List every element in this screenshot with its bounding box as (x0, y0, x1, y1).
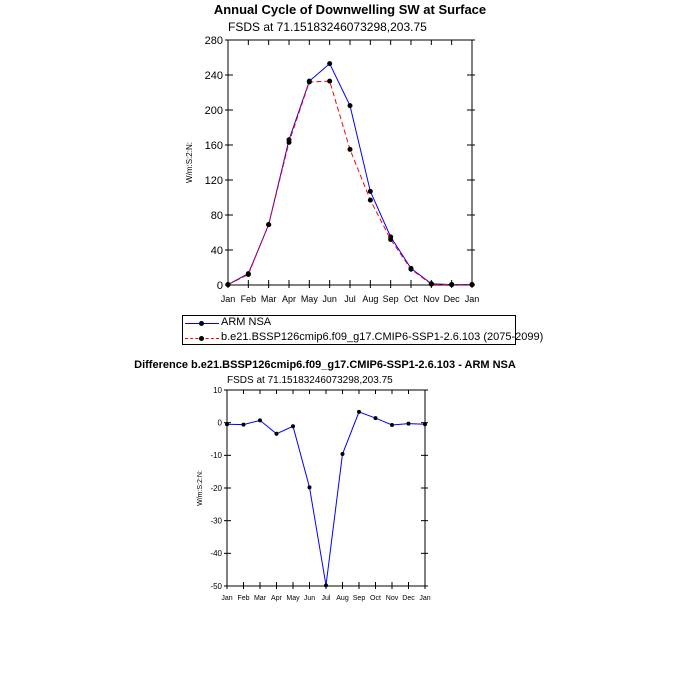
y-axis-label: W/m:S:2:N: (185, 142, 194, 183)
x-tick-label: Aug (362, 294, 379, 304)
legend-marker (199, 336, 204, 341)
x-tick-label: Oct (370, 595, 381, 602)
y-tick-label: 40 (210, 244, 223, 257)
series-0-point (327, 61, 332, 66)
y-tick-label: -40 (210, 549, 222, 559)
series-1-point (429, 282, 434, 287)
x-tick-label: Nov (385, 595, 399, 602)
x-tick-label: May (286, 595, 300, 602)
x-tick-label: Mar (253, 595, 267, 602)
series-0-point (258, 418, 262, 422)
y-tick-label: 200 (204, 104, 223, 117)
series-0-point (368, 189, 373, 194)
series-1-point (246, 272, 251, 277)
x-tick-label: Feb (240, 294, 257, 304)
chart-1-plot (0, 30, 700, 315)
x-tick-label: Sep (352, 595, 366, 602)
series-1-point (409, 267, 414, 272)
series-1-point (368, 198, 373, 203)
series-line-0 (227, 412, 425, 585)
x-tick-label: Apr (281, 294, 297, 304)
series-1-point (307, 80, 312, 85)
chart-2-title: Difference b.e21.BSSP126cmip6.f09_g17.CMIP6-SSP1-2.6.103 - ARM NSA (134, 359, 516, 371)
y-tick-label: 80 (210, 209, 223, 222)
series-0-point (357, 410, 361, 414)
x-tick-label: Jul (321, 595, 331, 602)
x-tick-label: Jun (322, 294, 337, 304)
y-tick-label: 160 (204, 139, 223, 152)
y-tick-label: 0 (217, 418, 222, 428)
y-tick-label: 280 (204, 34, 223, 47)
chart-1-subtitle: FSDS at 71.15183246073298,203.75 (228, 20, 427, 34)
series-0-point (390, 423, 394, 427)
series-line-1 (228, 81, 472, 284)
x-tick-label: Dec (402, 595, 415, 602)
series-line-0 (228, 64, 472, 285)
series-1-point (348, 147, 353, 152)
series-0-point (275, 432, 279, 436)
legend-marker (199, 321, 204, 326)
x-tick-label: Apr (271, 595, 282, 602)
series-0-point (308, 485, 312, 489)
y-tick-label: 10 (213, 385, 222, 395)
y-tick-label: -10 (210, 451, 222, 461)
series-0-point (423, 422, 427, 426)
legend-entry-model (183, 331, 544, 346)
series-1-point (287, 140, 292, 145)
series-1-point (470, 282, 475, 287)
plot-frame (228, 40, 472, 285)
legend-label: b.e21.BSSP126cmip6.f09_g17.CMIP6-SSP1-2.6.103 (2075-2099) (221, 331, 544, 343)
series-1-point (388, 237, 393, 242)
y-tick-label: -20 (210, 483, 222, 493)
series-0-point (374, 416, 378, 420)
x-tick-label: Oct (403, 294, 419, 304)
x-tick-label: Aug (336, 595, 349, 602)
x-tick-label: Nov (423, 294, 440, 304)
y-tick-label: 0 (216, 279, 223, 292)
x-tick-label: Jun (303, 595, 316, 602)
chart-1-legend (182, 315, 544, 345)
series-0-point (291, 424, 295, 428)
series-1-point (327, 79, 332, 84)
x-tick-label: May (300, 294, 318, 304)
y-tick-label: 120 (204, 174, 223, 187)
x-tick-label: Mar (260, 294, 277, 304)
plot-frame (227, 390, 425, 586)
legend-entry-arm-nsa (183, 316, 515, 331)
x-tick-label: Jan (419, 595, 431, 602)
y-axis-label: W/m:S:2:N: (197, 470, 204, 506)
series-0-point (341, 452, 345, 456)
y-tick-label: 240 (204, 69, 223, 82)
chart-1-title: Annual Cycle of Downwelling SW at Surface (213, 2, 487, 17)
series-0-point (407, 422, 411, 426)
series-1-point (266, 222, 271, 227)
x-tick-label: Sep (382, 294, 399, 304)
series-1-point (449, 282, 454, 287)
series-0-point (324, 583, 328, 587)
series-0-point (242, 423, 246, 427)
y-tick-label: -50 (210, 581, 222, 591)
legend-label: ARM NSA (221, 316, 272, 328)
x-tick-label: Feb (237, 595, 250, 602)
x-tick-label: Jan (220, 294, 236, 304)
x-tick-label: Dec (443, 294, 460, 304)
chart-2-subtitle: FSDS at 71.15183246073298,203.75 (227, 375, 393, 386)
series-0-point (348, 103, 353, 108)
series-0-point (225, 422, 229, 426)
chart-2-plot (0, 385, 700, 610)
series-1-point (226, 282, 231, 287)
x-tick-label: Jan (464, 294, 480, 304)
x-tick-label: Jan (221, 595, 233, 602)
y-tick-label: -30 (210, 516, 222, 526)
x-tick-label: Jul (344, 294, 356, 304)
